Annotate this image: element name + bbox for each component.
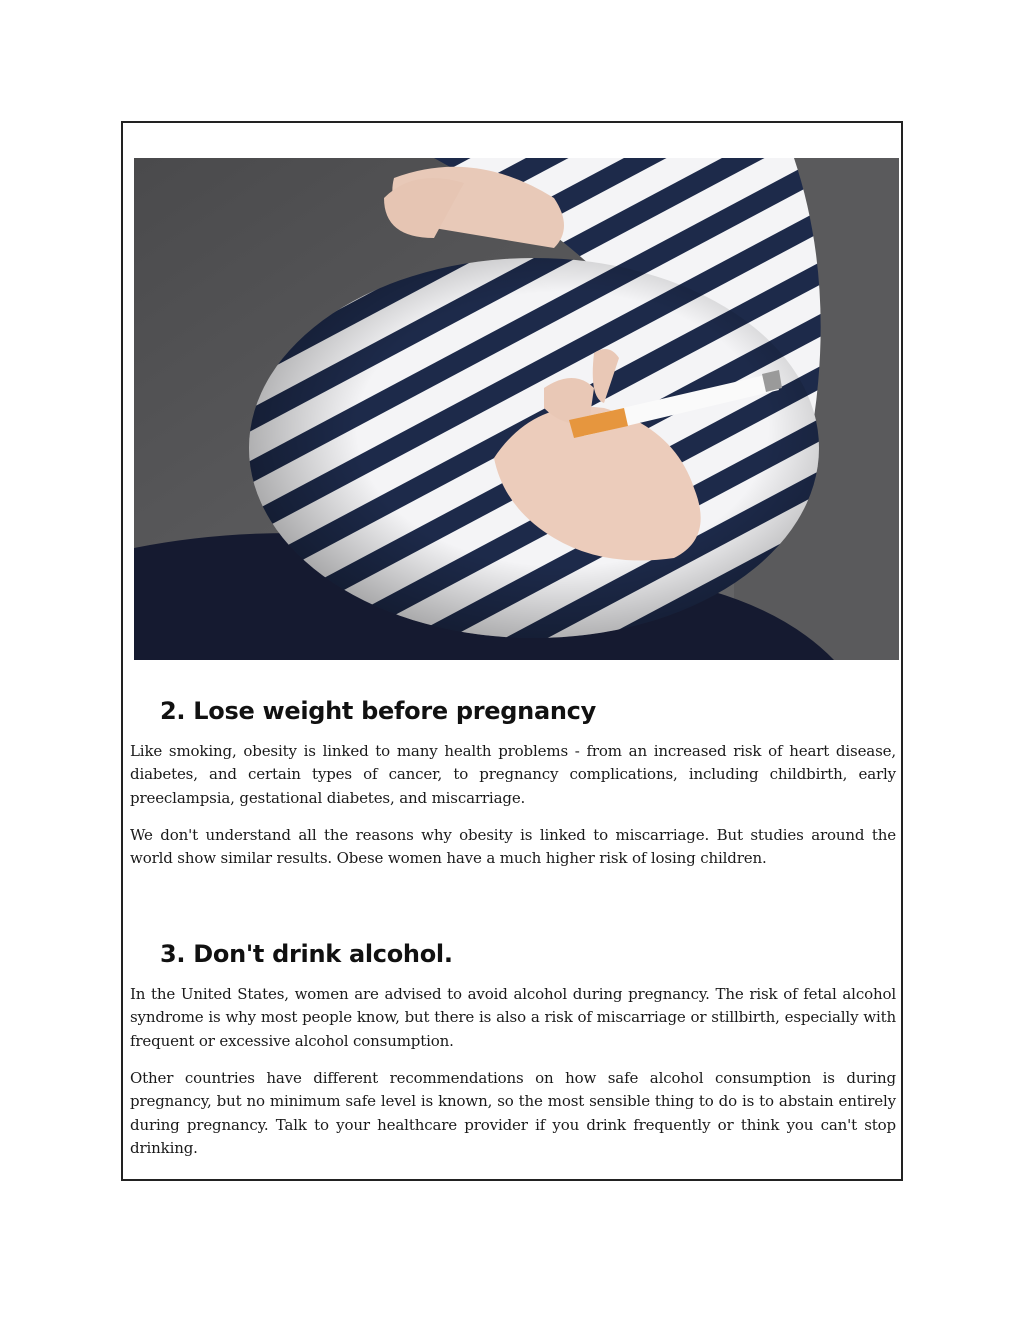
paragraph-other-countries: Other countries have different recommendations on how safe alcohol consumption is during pregnancy, but no minimum safe level is known, so the most sensible thing to do is to abstain entirely during pregnancy. Talk to your healthcare provider if you drink frequently or think you can't stop drinking.	[130, 1069, 896, 1157]
pregnancy-smoking-photo	[134, 158, 899, 660]
paragraph-obesity-risks: Like smoking, obesity is linked to many health problems - from an increased risk of heart disease, diabetes, and certain types of cancer, to pregnancy complications, including childbirth, early preeclampsia, gestational diabetes, and miscarriage.	[130, 742, 896, 807]
paragraph-us-alcohol-advice: In the United States, women are advised to avoid alcohol during pregnancy. The risk of fetal alcohol syndrome is why most people know, but there is also a risk of miscarriage or stillbirth, especially with frequent or excessive alcohol consumption.	[130, 985, 896, 1050]
paragraph-obesity-miscarriage: We don't understand all the reasons why obesity is linked to miscarriage. But studies around the world show similar results. Obese women have a much higher risk of losing children.	[130, 826, 896, 868]
section-heading-no-alcohol: 3. Don't drink alcohol.	[160, 940, 453, 968]
content-frame	[121, 121, 903, 1181]
section-heading-lose-weight: 2. Lose weight before pregnancy	[160, 697, 596, 725]
